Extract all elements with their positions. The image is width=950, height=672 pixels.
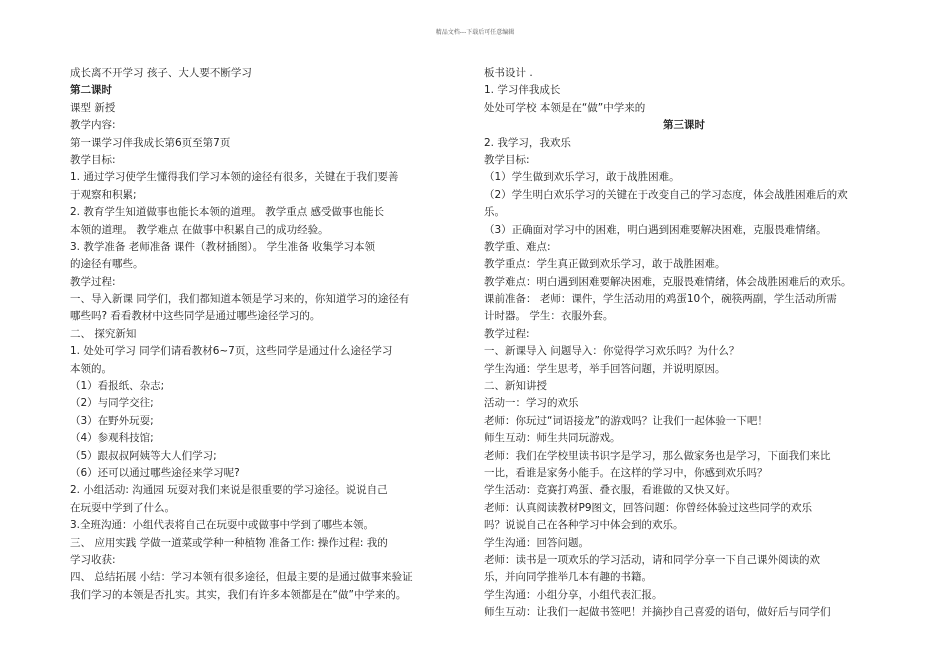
text-line: 活动一：学习的欢乐 xyxy=(484,397,579,410)
text-line: 2. 小组活动: 沟通园 玩耍对我们来说是很重要的学习途径。说说自己 xyxy=(70,484,388,497)
text-line: 教学过程: xyxy=(484,327,530,340)
text-line: 学生沟通：小组分享，小组代表汇报。 xyxy=(484,588,663,601)
text-line: （1）学生做到欢乐学习，敢于战胜困难。 xyxy=(484,171,680,184)
text-line: （3）正确面对学习中的困难，明白遇到困难要解决困难，克服畏难情绪。 xyxy=(484,223,827,236)
text-line: 老师：认真阅读教材P9图文，回答问题：你曾经体验过这些同学的欢乐 xyxy=(484,501,813,514)
text-line: 师生互动：师生共同玩游戏。 xyxy=(484,432,621,445)
text-line: 吗？说说自己在各种学习中体会到的欢乐。 xyxy=(484,519,684,532)
text-line: 于观察和积累; xyxy=(70,188,137,201)
text-line: 学生沟通：学生思考，举手回答问题，并说明原因。 xyxy=(484,362,726,375)
text-line: （1）看报纸、杂志; xyxy=(70,380,165,393)
text-line: （6）还可以通过哪些途径来学习呢? xyxy=(70,466,240,479)
text-line: 板书设计 . xyxy=(484,67,533,79)
text-line: 3. 教学准备 老师准备 课件（教材插图）。 学生准备 收集学习本领 xyxy=(70,240,375,253)
text-line: 老师：读书是一项欢乐的学习活动，请和同学分享一下自己课外阅读的欢 xyxy=(484,553,820,566)
text-line: 教学重、难点: xyxy=(484,240,551,253)
text-line: 成长离不开学习 孩子、大人要不断学习 xyxy=(70,67,252,79)
page-header: 精品文档---下载后可任意编辑 xyxy=(435,29,515,36)
text-line: （3）在野外玩耍; xyxy=(70,414,154,427)
text-line: 二、 探究新知 xyxy=(70,327,137,340)
text-line: 老师：我们在学校里读书识字是学习，那么做家务也是学习，下面我们来比 xyxy=(484,449,831,462)
text-line: 第二课时 xyxy=(70,84,112,97)
text-line: 教学目标: xyxy=(70,153,116,166)
text-line: （5）跟叔叔阿姨等大人们学习; xyxy=(70,449,217,462)
text-line: 乐，并向同学推举几本有趣的书籍。 xyxy=(484,571,652,584)
text-line: 二、新知讲授 xyxy=(484,380,547,393)
left-column xyxy=(70,65,458,604)
text-line: 2. 我学习，我欢乐 xyxy=(484,136,571,149)
text-line: 哪些吗? 看看教材中这些同学是通过哪些途径学习的。 xyxy=(70,310,321,323)
text-line: 教学重点：学生真正做到欢乐学习，敢于战胜困难。 xyxy=(484,258,726,271)
text-line: 在玩耍中学到了什么。 xyxy=(70,501,175,514)
text-line: 1. 学习伴我成长 xyxy=(484,84,561,97)
text-line: 1. 通过学习使学生懂得我们学习本领的途径有很多，关键在于我们要善 xyxy=(70,171,399,184)
text-line: 教学过程: xyxy=(70,275,116,288)
text-line: 四、 总结拓展 小结：学习本领有很多途径，但最主要的是通过做事来验证 xyxy=(70,571,413,584)
text-line: 师生互动：让我们一起做书签吧！并摘抄自己喜爱的语句，做好后与同学们 xyxy=(484,606,831,619)
text-line: 学生活动：竞赛打鸡蛋、叠衣服，看谁做的又快又好。 xyxy=(484,484,736,497)
text-line: 第三课时 xyxy=(663,119,705,132)
text-line: 第一课学习伴我成长第6页至第7页 xyxy=(70,136,231,149)
text-line: 课前准备： 老师：课件，学生活动用的鸡蛋10个，碗筷两副，学生活动所需 xyxy=(484,293,837,306)
text-line: 的途径有哪些。 xyxy=(70,258,144,271)
text-line: 教学难点：明白遇到困难要解决困难，克服畏难情绪，体会战胜困难后的欢乐。 xyxy=(484,275,852,288)
text-line: 教学目标: xyxy=(484,153,530,166)
text-line: 本领的道理。 教学难点 在做事中积累自己的成功经验。 xyxy=(70,223,329,236)
text-line: 本领的。 xyxy=(70,362,112,375)
text-line: 老师：你玩过“词语接龙”的游戏吗？让我们一起体验一下吧！ xyxy=(484,414,768,427)
text-line: 学习收获: xyxy=(70,553,116,566)
text-line: 一比，看谁是家务小能手。在这样的学习中，你感到欢乐吗？ xyxy=(484,466,768,479)
text-line: （4）参观科技馆; xyxy=(70,432,154,445)
text-line: （2）与同学交往; xyxy=(70,397,154,410)
text-line: （2）学生明白欢乐学习的关键在于改变自己的学习态度，体会战胜困难后的欢 xyxy=(484,188,848,201)
text-line: 2. 教育学生知道做事也能长本领的道理。 教学重点 感受做事也能长 xyxy=(70,206,385,219)
text-line: 计时器。 学生：衣服外套。 xyxy=(484,310,614,323)
text-line: 三、 应用实践 学做一道菜或学种一种植物 准备工作: 操作过程: 我的 xyxy=(70,536,388,549)
text-line: 处处可学校 本领是在“做”中学来的 xyxy=(484,101,646,114)
text-line: 1. 处处可学习 同学们请看教材6~7页，这些同学是通过什么途径学习 xyxy=(70,345,393,358)
text-line: 3.全班沟通：小组代表将自己在玩耍中或做事中学到了哪些本领。 xyxy=(70,519,375,532)
text-line: 学生沟通：回答问题。 xyxy=(484,536,589,549)
right-column xyxy=(484,65,884,622)
text-line: 一、导入新课 同学们，我们都知道本领是学习来的，你知道学习的途径有 xyxy=(70,293,410,306)
text-line: 教学内容: xyxy=(70,119,116,132)
text-line: 我们学习的本领是否扎实。其实，我们有许多本领都是在“做”中学来的。 xyxy=(70,588,407,601)
text-line: 乐。 xyxy=(484,206,505,219)
text-line: 一、新课导入 问题导入：你觉得学习欢乐吗？为什么？ xyxy=(484,345,740,358)
text-line: 课型 新授 xyxy=(70,101,116,114)
